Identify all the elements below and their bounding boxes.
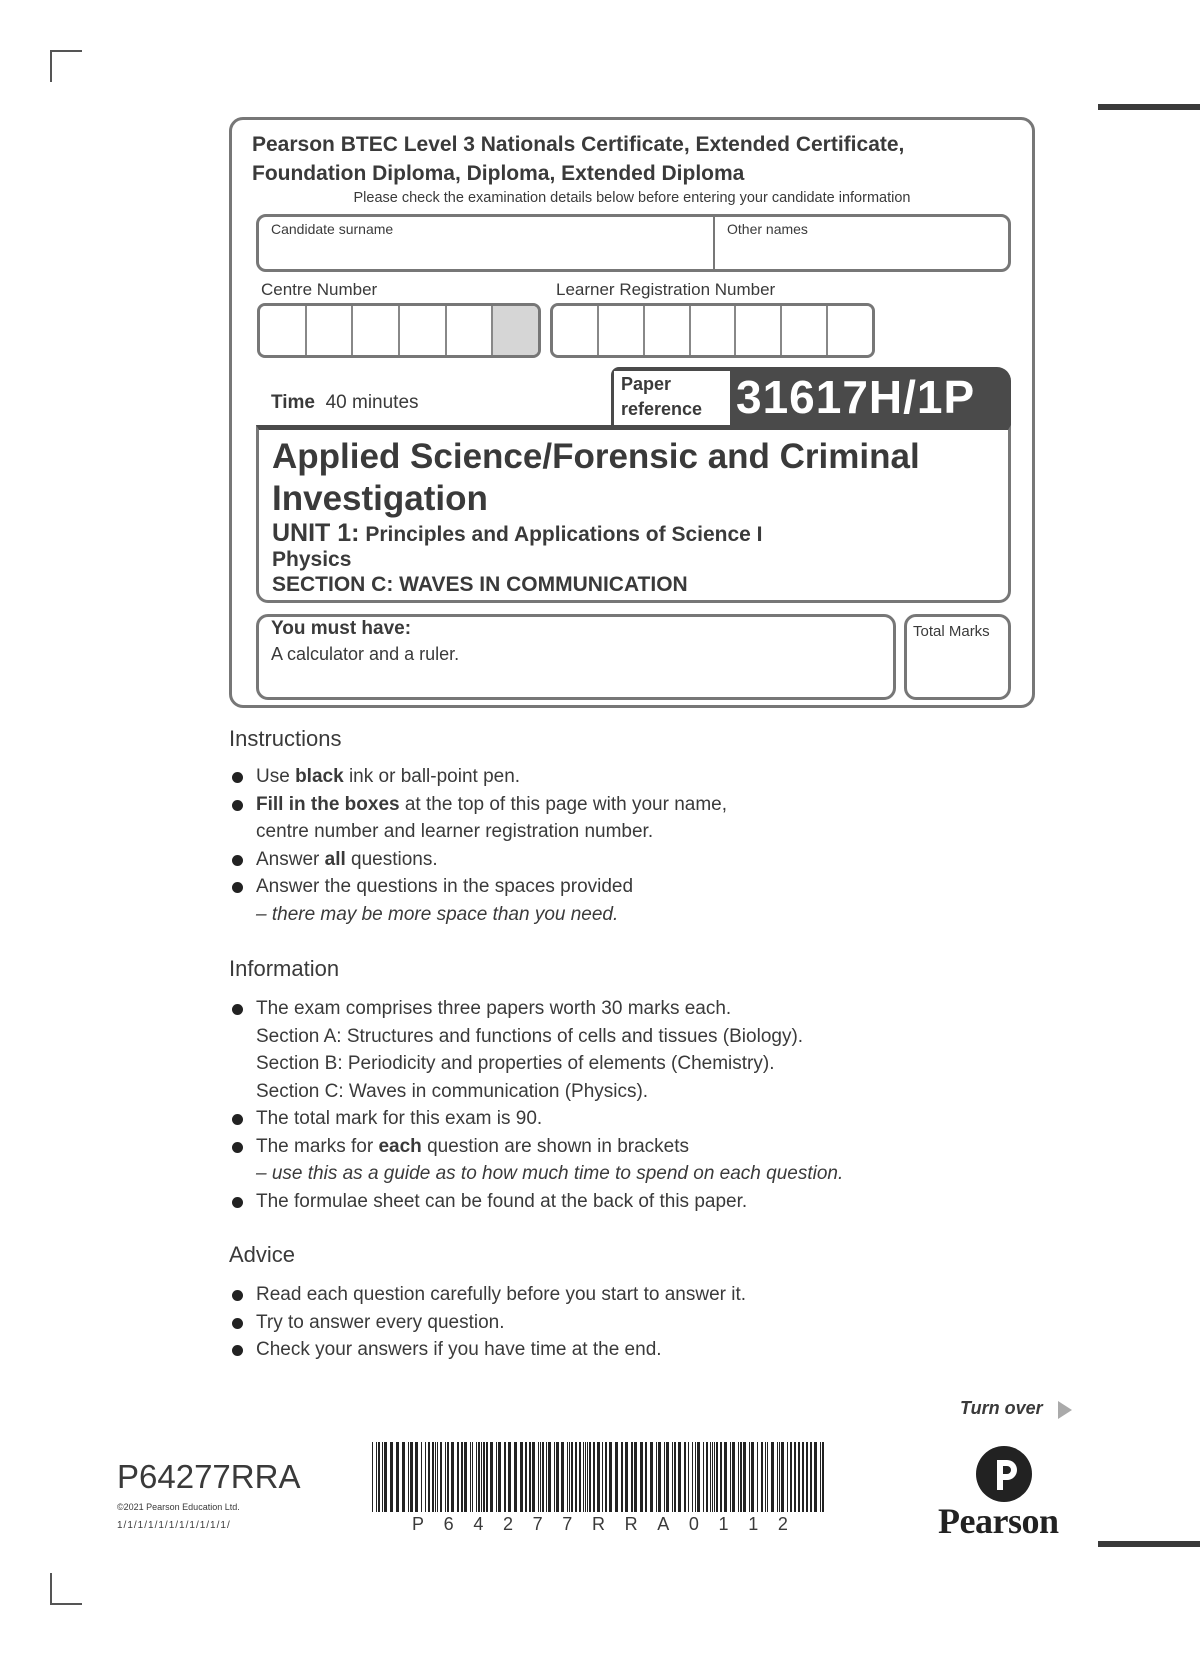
barcode-bar xyxy=(684,1442,686,1512)
barcode-bar xyxy=(593,1442,595,1512)
instruction-item: Answer all questions. xyxy=(229,846,1049,874)
paper-label-line-1: Paper xyxy=(621,374,672,394)
paper-reference-code: 31617H/1P xyxy=(736,371,976,423)
candidate-surname-field[interactable] xyxy=(262,240,707,268)
name-divider xyxy=(713,217,715,269)
barcode-digit: 4 xyxy=(473,1514,484,1534)
barcode-digit: 2 xyxy=(502,1514,513,1534)
learner-registration-cell[interactable] xyxy=(691,306,737,355)
barcode-bar xyxy=(749,1442,750,1512)
barcode-digit: 0 xyxy=(688,1514,699,1534)
barcode-bar xyxy=(529,1442,531,1512)
crop-mark-top-left xyxy=(50,50,82,82)
barcode-bar xyxy=(602,1442,603,1512)
barcode-bar xyxy=(658,1442,661,1512)
barcode-bar xyxy=(730,1442,731,1512)
barcode-bar xyxy=(571,1442,573,1512)
total-marks-label: Total Marks xyxy=(913,623,990,640)
barcode-bar xyxy=(457,1442,459,1512)
edge-bar-bottom xyxy=(1098,1541,1200,1547)
learner-registration-cell[interactable] xyxy=(828,306,872,355)
barcode-bar xyxy=(605,1442,607,1512)
unit-heading xyxy=(272,521,763,547)
barcode-bar xyxy=(743,1442,746,1512)
barcode-bar xyxy=(554,1442,555,1512)
barcode-bar xyxy=(664,1442,665,1512)
barcode-bar xyxy=(585,1442,586,1512)
centre-number-label: Centre Number xyxy=(261,280,378,299)
barcode-bar xyxy=(470,1442,471,1512)
centre-number-cell[interactable] xyxy=(353,306,400,355)
barcode-bar xyxy=(631,1442,633,1512)
barcode-bar xyxy=(814,1442,817,1512)
barcode-bar xyxy=(378,1442,380,1512)
information-item: The total mark for this exam is 90. xyxy=(229,1105,1109,1133)
learner-registration-cell[interactable] xyxy=(553,306,599,355)
check-notice: Please check the examination details below before entering your candidate information xyxy=(353,190,911,206)
paper-label-line-2: reference xyxy=(621,399,703,419)
advice-item: Try to answer every question. xyxy=(229,1309,1049,1337)
barcode-bar xyxy=(425,1442,426,1512)
centre-number-cell[interactable] xyxy=(260,306,307,355)
barcode-bar xyxy=(692,1442,693,1512)
instruction-item: Use black ink or ball-point pen. xyxy=(229,763,1049,791)
barcode-bar xyxy=(810,1442,812,1512)
barcode-bar xyxy=(498,1442,501,1512)
barcode-bar xyxy=(714,1442,715,1512)
information-item: The exam comprises three papers worth 30 marks each. Section A: Structures and functions of cells and tissues (Biology). Section B: Periodicity and properties of elements (Chemistry). Section C: Waves in communication (Physics). xyxy=(229,995,1109,1105)
barcode-icon xyxy=(372,1442,828,1518)
barcode-bar xyxy=(589,1442,591,1512)
barcode-bar xyxy=(697,1442,700,1512)
barcode-bar xyxy=(656,1442,657,1512)
subject-line-1: Applied Science/Forensic and Criminal xyxy=(272,437,920,476)
barcode-bar xyxy=(440,1442,442,1512)
learner-registration-cell[interactable] xyxy=(782,306,828,355)
barcode-bar xyxy=(376,1442,377,1512)
play-arrow-icon xyxy=(1058,1401,1072,1419)
barcode-bar xyxy=(779,1442,780,1512)
subject-line-2: Investigation xyxy=(272,479,488,518)
barcode-bar xyxy=(542,1442,544,1512)
centre-number-cell[interactable] xyxy=(307,306,354,355)
barcode-digit: 1 xyxy=(748,1514,759,1534)
barcode-bar xyxy=(384,1442,387,1512)
barcode-bar xyxy=(476,1442,477,1512)
barcode-bar xyxy=(567,1442,568,1512)
other-names-label: Other names xyxy=(727,221,808,237)
barcode-bar xyxy=(490,1442,493,1512)
barcode-bar xyxy=(481,1442,482,1512)
barcode-bar xyxy=(716,1442,718,1512)
barcode-bar xyxy=(445,1442,446,1512)
instructions-heading: Instructions xyxy=(229,726,342,751)
qualification-line-1: Pearson BTEC Level 3 Nationals Certificate, Extended Certificate, xyxy=(252,133,905,156)
barcode-bar xyxy=(569,1442,570,1512)
turn-over-label: Turn over xyxy=(960,1398,1043,1418)
barcode-bar xyxy=(771,1442,774,1512)
barcode-bar xyxy=(706,1442,708,1512)
barcode-bar xyxy=(703,1442,704,1512)
must-have-title: You must have: xyxy=(271,618,412,639)
barcode-bar xyxy=(478,1442,480,1512)
barcode-bar xyxy=(472,1442,473,1512)
instruction-item: Fill in the boxes at the top of this page with your name, centre number and learner registration number. xyxy=(229,791,1049,846)
barcode-bar xyxy=(525,1442,527,1512)
barcode-bar xyxy=(678,1442,681,1512)
barcode-bar xyxy=(486,1442,488,1512)
barcode-bar xyxy=(695,1442,696,1512)
barcode-bar xyxy=(765,1442,766,1512)
barcode-bar xyxy=(794,1442,796,1512)
information-list xyxy=(229,995,1109,1215)
copyright: ©2021 Pearson Education Ltd. xyxy=(117,1502,240,1512)
barcode-bar xyxy=(688,1442,689,1512)
section-title: SECTION C: WAVES IN COMMUNICATION xyxy=(272,573,688,596)
barcode-bar xyxy=(483,1442,485,1512)
barcode-digit: 6 xyxy=(443,1514,454,1534)
learner-registration-cell[interactable] xyxy=(599,306,645,355)
barcode-bar xyxy=(561,1442,564,1512)
barcode-bar xyxy=(751,1442,754,1512)
barcode-bar xyxy=(447,1442,449,1512)
barcode-digit: P xyxy=(412,1514,425,1534)
barcode-bar xyxy=(437,1442,438,1512)
barcode-bar xyxy=(428,1442,430,1512)
unit-label: UNIT 1: xyxy=(272,519,360,547)
barcode-bar xyxy=(740,1442,742,1512)
centre-number-boxes xyxy=(257,303,541,358)
time-value: 40 minutes xyxy=(325,392,419,413)
barcode-bar xyxy=(382,1442,383,1512)
exam-time xyxy=(271,392,419,414)
barcode-bar xyxy=(806,1442,808,1512)
barcode-bar xyxy=(496,1442,497,1512)
centre-number-cell[interactable] xyxy=(447,306,494,355)
barcode-digit: R xyxy=(591,1514,605,1534)
barcode-bar xyxy=(674,1442,676,1512)
barcode-bar xyxy=(787,1442,788,1512)
barcode-digits xyxy=(372,1514,828,1535)
print-marks: 1/1/1/1/1/1/1/1/1/1/1/ xyxy=(117,1520,231,1531)
barcode-bar xyxy=(540,1442,541,1512)
advice-item: Read each question carefully before you start to answer it. xyxy=(229,1281,1049,1309)
barcode-digit: 7 xyxy=(562,1514,573,1534)
subject-title xyxy=(272,436,920,520)
barcode-digit: R xyxy=(624,1514,638,1534)
edge-bar-top xyxy=(1098,104,1200,110)
barcode-bar xyxy=(732,1442,735,1512)
barcode-bar xyxy=(421,1442,422,1512)
barcode-bar xyxy=(621,1442,623,1512)
pearson-logo-icon xyxy=(976,1446,1032,1502)
barcode-bar xyxy=(777,1442,778,1512)
barcode-bar xyxy=(504,1442,506,1512)
barcode-bar xyxy=(548,1442,551,1512)
barcode-digit: 7 xyxy=(532,1514,543,1534)
publisher-wordmark: Pearson xyxy=(938,1501,1059,1541)
barcode-bar xyxy=(710,1442,711,1512)
barcode-bar xyxy=(672,1442,673,1512)
instruction-item: Answer the questions in the spaces provided – there may be more space than you need. xyxy=(229,873,1049,928)
barcode-bar xyxy=(435,1442,436,1512)
information-item: The marks for each question are shown in brackets – use this as a guide as to how much time to spend on each question. xyxy=(229,1133,1109,1188)
barcode-bar xyxy=(532,1442,535,1512)
centre-number-cell[interactable] xyxy=(400,306,447,355)
barcode-bar xyxy=(781,1442,784,1512)
barcode-bar xyxy=(820,1442,821,1512)
learner-registration-cell[interactable] xyxy=(736,306,782,355)
barcode-bar xyxy=(575,1442,577,1512)
barcode-bar xyxy=(720,1442,722,1512)
advice-list xyxy=(229,1281,1049,1364)
barcode-bar xyxy=(712,1442,713,1512)
barcode-bar xyxy=(396,1442,399,1512)
barcode-bar xyxy=(666,1442,669,1512)
barcode-bar xyxy=(402,1442,405,1512)
barcode-bar xyxy=(645,1442,647,1512)
barcode-bar xyxy=(415,1442,418,1512)
barcode-bar xyxy=(579,1442,581,1512)
barcode-bar xyxy=(508,1442,511,1512)
barcode-bar xyxy=(451,1442,454,1512)
learner-registration-boxes xyxy=(550,303,875,358)
discipline: Physics xyxy=(272,548,352,571)
learner-registration-cell[interactable] xyxy=(645,306,691,355)
barcode-bar xyxy=(798,1442,800,1512)
barcode-bar xyxy=(408,1442,409,1512)
advice-heading: Advice xyxy=(229,1242,296,1267)
barcode-bar xyxy=(761,1442,763,1512)
time-label: Time xyxy=(271,392,316,413)
barcode-bar xyxy=(410,1442,413,1512)
barcode-bar xyxy=(597,1442,600,1512)
barcode-bar xyxy=(461,1442,463,1512)
barcode-bar xyxy=(640,1442,643,1512)
barcode-digit: A xyxy=(657,1514,670,1534)
learner-registration-label: Learner Registration Number xyxy=(556,280,776,299)
unit-block xyxy=(272,521,763,597)
barcode-bar xyxy=(514,1442,517,1512)
advice-item: Check your answers if you have time at the end. xyxy=(229,1336,1049,1364)
other-names-field[interactable] xyxy=(720,240,1005,268)
barcode-bar xyxy=(625,1442,628,1512)
candidate-surname-label: Candidate surname xyxy=(271,221,394,237)
barcode-digit: 2 xyxy=(777,1514,788,1534)
barcode-bar xyxy=(757,1442,758,1512)
barcode-bar xyxy=(822,1442,824,1512)
barcode-digit: 1 xyxy=(718,1514,729,1534)
barcode-bar xyxy=(609,1442,612,1512)
unit-title: Principles and Applications of Science I xyxy=(365,523,763,546)
information-heading: Information xyxy=(229,956,340,981)
barcode-bar xyxy=(556,1442,559,1512)
barcode-bar xyxy=(372,1442,373,1512)
barcode-bar xyxy=(520,1442,523,1512)
barcode-bar xyxy=(738,1442,739,1512)
barcode-bar xyxy=(767,1442,768,1512)
barcode-bar xyxy=(390,1442,393,1512)
paper-reference-label xyxy=(621,372,702,422)
information-item: The formulae sheet can be found at the back of this paper. xyxy=(229,1188,1109,1216)
barcode-bar xyxy=(650,1442,653,1512)
barcode-bar xyxy=(546,1442,547,1512)
barcode-bar xyxy=(587,1442,588,1512)
barcode-bar xyxy=(724,1442,727,1512)
must-have-text: A calculator and a ruler. xyxy=(271,644,460,664)
barcode-bar xyxy=(802,1442,804,1512)
crop-mark-bottom-left xyxy=(50,1573,82,1605)
qualification-title xyxy=(252,130,904,188)
barcode-bar xyxy=(790,1442,792,1512)
barcode-bar xyxy=(538,1442,539,1512)
barcode-bar xyxy=(432,1442,434,1512)
instructions-list xyxy=(229,763,1049,928)
barcode-bar xyxy=(583,1442,584,1512)
barcode-bar xyxy=(634,1442,637,1512)
barcode-bar xyxy=(615,1442,618,1512)
qualification-line-2: Foundation Diploma, Diploma, Extended Diploma xyxy=(252,162,745,185)
barcode-bar xyxy=(464,1442,467,1512)
centre-number-cell-shaded xyxy=(493,306,538,355)
paper-code: P64277RRA xyxy=(117,1458,301,1495)
